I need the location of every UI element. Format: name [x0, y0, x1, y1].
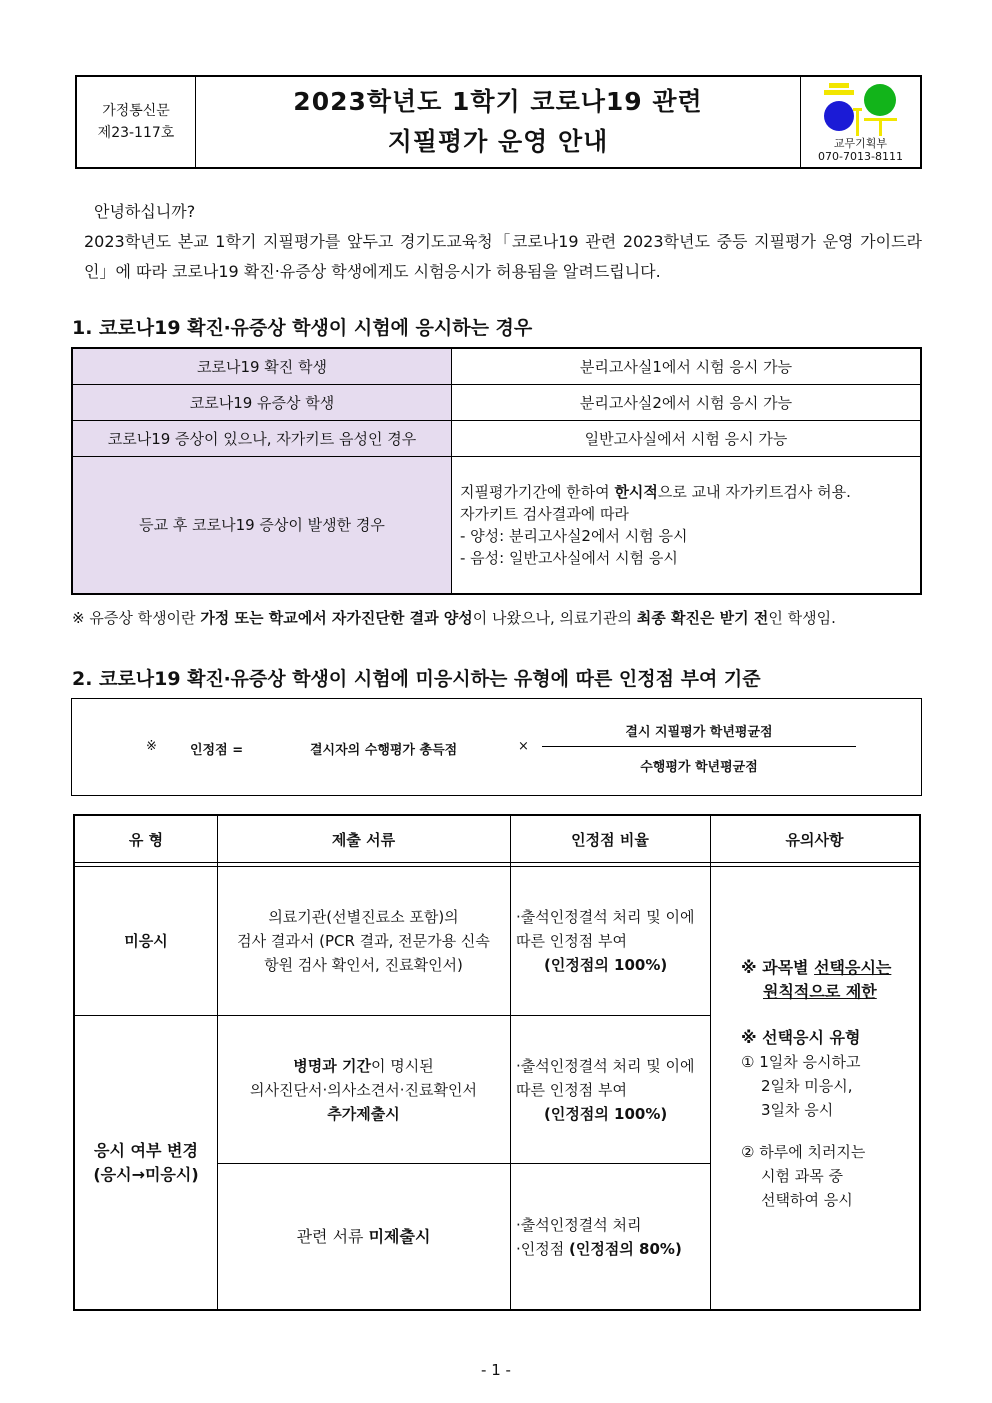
ratio-percent: (인정점의 80%) [569, 1239, 682, 1258]
formula-numerator: 결시 지필평가 학년평균점 [625, 725, 773, 740]
doc-emphasis: 병명과 기간 [293, 1056, 371, 1075]
section-1-title: 1. 코로나19 확진‧유증상 학생이 시험에 응시하는 경우 [72, 317, 533, 339]
notice-header [75, 75, 922, 169]
ratio-line: 따른 인정점 부여 [516, 932, 627, 950]
type-changed [75, 1016, 217, 1309]
department-phone: 070-7013-8111 [818, 150, 903, 163]
header-notes: 유의사항 [785, 830, 844, 849]
doc-emphasis: 미제출시 [368, 1226, 431, 1246]
note-restriction-line2 [741, 980, 919, 1004]
title-line-1: 2023학년도 1학기 코로나19 관련 [293, 87, 703, 116]
formula-box [71, 698, 922, 796]
header-ratio: 인정점 비율 [571, 830, 649, 849]
exam-cases-table [71, 347, 922, 595]
symptom-note [72, 607, 836, 628]
page-title [196, 77, 800, 167]
table-row [72, 384, 921, 420]
note-text: ※ 과목별 [741, 958, 815, 977]
table-row [72, 348, 921, 384]
documents-cell [217, 1016, 510, 1163]
formula-label: 인정점 = [190, 743, 244, 758]
ratio-percent: (인정점의 100%) [544, 956, 668, 974]
note-option-line: ② 하루에 치러지는 [741, 1143, 866, 1161]
note-text: ※ 유증상 학생이란 [72, 609, 201, 627]
section-2-title: 2. 코로나19 확진‧유증상 학생이 시험에 미응시하는 유형에 따른 인정점 부여 기준 [72, 668, 761, 690]
result-text: 으로 교내 자가키트검사 허용. [657, 482, 851, 501]
case-cell: 코로나19 확진 학생 [72, 348, 452, 384]
doc-text: 이 명시된 [370, 1056, 434, 1075]
result-line [460, 481, 912, 503]
ratio-line [516, 1237, 710, 1261]
type-absent: 미응시 [124, 932, 168, 950]
notice-type: 가정통신문 [102, 103, 170, 119]
notice-number-box [77, 77, 196, 167]
spacer [741, 1122, 919, 1140]
header-documents: 제출 서류 [331, 830, 396, 849]
note-text: 인 학생임. [768, 609, 836, 627]
ratio-line: ·출석인정결석 처리 및 이에 [516, 1056, 695, 1075]
note-option-title: ※ 선택응시 유형 [741, 1028, 861, 1047]
note-underlined: 선택응시는 [814, 958, 892, 977]
documents-cell [217, 867, 510, 1015]
note-underlined: 원칙적으로 제한 [763, 982, 877, 1001]
doc-line [297, 1225, 431, 1249]
doc-text: 관련 서류 [296, 1226, 369, 1246]
ratio-text: ·인정점 [516, 1239, 570, 1258]
note-option-line: 3일차 응시 [761, 1101, 834, 1119]
header-divider [75, 862, 919, 863]
doc-line [293, 1054, 433, 1078]
doc-line: 검사 결과서 (PCR 결과, 전문가용 신속 [237, 932, 490, 950]
case-cell: 등교 후 코로나19 증상이 발생한 경우 [72, 456, 452, 594]
result-line: - 음성: 일반고사실에서 시험 응시 [460, 548, 678, 567]
note-option-line: ① 1일차 응시하고 [741, 1053, 861, 1071]
documents-cell [217, 1164, 510, 1309]
ratio-cell [510, 867, 710, 1015]
notes-cell [711, 956, 919, 1212]
ratio-cell [510, 1164, 710, 1309]
school-logo-icon [823, 81, 899, 137]
spacer [741, 1004, 919, 1026]
formula-denominator: 수행평가 학년평균점 [640, 760, 758, 775]
intro-paragraph: 2023학년도 본교 1학기 지필평가를 앞두고 경기도교육청「코로나19 관련 2023학년도 중등 지필평가 운영 가이드라인」에 따라 코로나19 확진‧유증상 학생에게도 시험응시가 허용됨을 알려드립니다. [84, 232, 922, 281]
title-line-2: 지필평가 운영 안내 [387, 127, 609, 156]
note-option-line: 시험 과목 중 [761, 1167, 843, 1185]
note-option-line: 2일차 미응시, [761, 1077, 853, 1095]
greeting: 안녕하십니까? [94, 202, 196, 221]
note-text: 이 나왔으나, 의료기관의 [472, 609, 637, 627]
result-cell: 일반고사실에서 시험 응시 가능 [452, 420, 922, 456]
header-type: 유 형 [128, 830, 164, 849]
ratio-line: 따른 인정점 부여 [516, 1080, 627, 1099]
note-option-line: 선택하여 응시 [761, 1191, 853, 1209]
recognition-score-table [73, 814, 921, 1311]
result-line: 자가키트 검사결과에 따라 [460, 504, 629, 523]
doc-line: 의사진단서·의사소견서·진료확인서 [250, 1080, 477, 1099]
formula-times: × [518, 739, 529, 754]
note-restriction [741, 956, 919, 980]
ratio-line: ·출석인정결석 처리 [516, 1215, 642, 1234]
result-text: 지필평가기간에 한하여 [460, 482, 615, 501]
ratio-percent: (인정점의 100%) [544, 1104, 668, 1123]
result-cell [452, 456, 922, 594]
doc-emphasis: 추가제출시 [327, 1104, 400, 1123]
formula-asterisk: ※ [146, 739, 157, 754]
type-line: 응시 여부 변경 [94, 1140, 198, 1160]
result-emphasis: 한시적 [614, 482, 658, 501]
result-line: - 양성: 분리고사실2에서 시험 응시 [460, 526, 688, 545]
table-row [72, 420, 921, 456]
fraction-bar [542, 746, 856, 747]
formula-term: 결시자의 수행평가 총득점 [310, 743, 458, 758]
table-row [72, 456, 921, 594]
ratio-cell [510, 1016, 710, 1163]
note-emphasis: 가정 또는 학교에서 자가진단한 결과 양성 [200, 609, 473, 627]
note-emphasis: 최종 확진은 받기 전 [636, 609, 769, 627]
type-line: (응시→미응시) [93, 1164, 199, 1184]
case-cell: 코로나19 증상이 있으나, 자가키트 음성인 경우 [72, 420, 452, 456]
case-cell: 코로나19 유증상 학생 [72, 384, 452, 420]
page-number: - 1 - [481, 1361, 511, 1379]
notice-number: 제23-117호 [97, 125, 175, 141]
result-cell: 분리고사실2에서 시험 응시 가능 [452, 384, 922, 420]
result-cell: 분리고사실1에서 시험 응시 가능 [452, 348, 922, 384]
department-box [800, 77, 920, 167]
department-name: 교무기획부 [833, 137, 888, 150]
doc-line: 항원 검사 확인서, 진료확인서) [264, 956, 463, 974]
doc-line: 의료기관(선별진료소 포함)의 [268, 908, 459, 926]
ratio-line: ·출석인정결석 처리 및 이에 [516, 908, 695, 926]
